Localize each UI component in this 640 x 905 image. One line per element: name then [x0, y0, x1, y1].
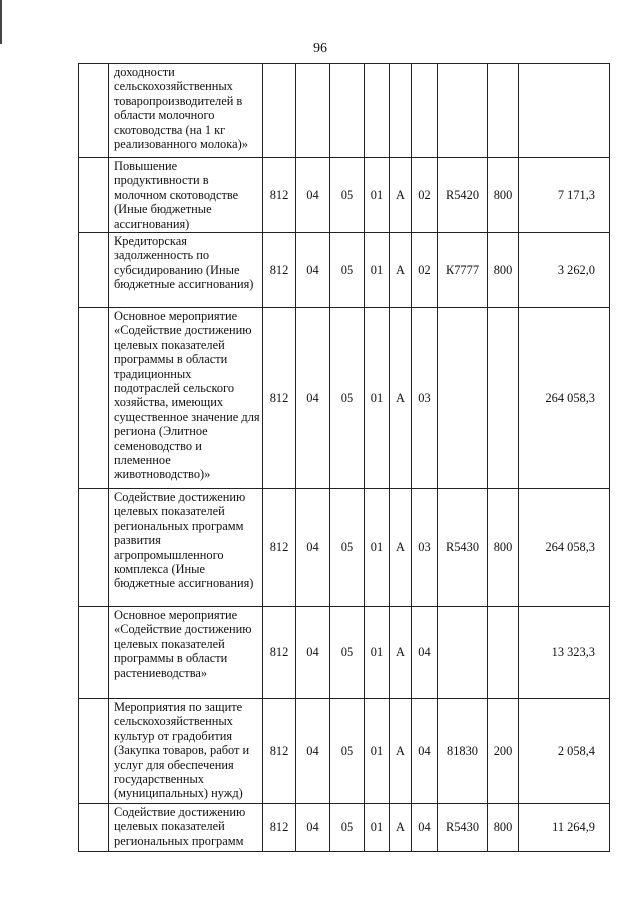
ministry-code: 812	[263, 308, 296, 489]
ministry-code: 812	[263, 607, 296, 699]
program-code: 01	[365, 804, 390, 852]
subprogram-code: А	[390, 489, 412, 607]
subprogram-code	[390, 64, 412, 158]
section-code: 04	[296, 158, 330, 233]
subprogram-code: А	[390, 607, 412, 699]
row-description: Кредиторская задолженность по субсидированию (Иные бюджетные ассигнования)	[109, 233, 263, 308]
event-code: 02	[412, 233, 438, 308]
table-row	[79, 158, 610, 233]
subprogram-code: А	[390, 804, 412, 852]
expense-type-code	[488, 64, 519, 158]
direction-code: R5430	[438, 489, 488, 607]
ministry-code	[263, 64, 296, 158]
empty-cell	[79, 308, 109, 489]
program-code: 01	[365, 607, 390, 699]
empty-cell	[79, 804, 109, 852]
table-row	[79, 699, 610, 804]
empty-cell	[79, 158, 109, 233]
direction-code	[438, 607, 488, 699]
program-code: 01	[365, 699, 390, 804]
event-code: 03	[412, 308, 438, 489]
program-code	[365, 64, 390, 158]
subsection-code: 05	[330, 607, 365, 699]
row-description: Мероприятия по защите сельскохозяйственных культур от градобития (Закупка товаров, работ и услуг для обеспечения государственных (муниципальных) нужд)	[109, 699, 263, 804]
margin-mark	[0, 0, 2, 44]
empty-cell	[79, 233, 109, 308]
empty-cell	[79, 607, 109, 699]
row-description: Содействие достижению целевых показателей региональных программ развития агропромышленного комплекса (Иные бюджетные ассигнования)	[109, 489, 263, 607]
ministry-code: 812	[263, 804, 296, 852]
empty-cell	[79, 699, 109, 804]
table-row	[79, 607, 610, 699]
row-description: доходности сельскохозяйственных товаропроизводителей в области молочного скотоводства (на 1 кг реализованного молока)»	[109, 64, 263, 158]
empty-cell	[79, 489, 109, 607]
subsection-code: 05	[330, 308, 365, 489]
subprogram-code: А	[390, 308, 412, 489]
direction-code: R5420	[438, 158, 488, 233]
subprogram-code: А	[390, 699, 412, 804]
program-code: 01	[365, 158, 390, 233]
amount: 13 323,3	[519, 607, 610, 699]
subsection-code: 05	[330, 804, 365, 852]
amount: 264 058,3	[519, 308, 610, 489]
event-code	[412, 64, 438, 158]
amount: 7 171,3	[519, 158, 610, 233]
amount: 11 264,9	[519, 804, 610, 852]
section-code: 04	[296, 233, 330, 308]
expense-type-code: 200	[488, 699, 519, 804]
subsection-code: 05	[330, 699, 365, 804]
program-code: 01	[365, 308, 390, 489]
ministry-code: 812	[263, 699, 296, 804]
section-code	[296, 64, 330, 158]
ministry-code: 812	[263, 489, 296, 607]
row-description: Повышение продуктивности в молочном скотоводстве (Иные бюджетные ассигнования)	[109, 158, 263, 233]
event-code: 04	[412, 699, 438, 804]
subprogram-code: А	[390, 233, 412, 308]
page-number: 96	[313, 41, 327, 56]
table-row	[79, 804, 610, 852]
direction-code: R5430	[438, 804, 488, 852]
event-code: 03	[412, 489, 438, 607]
empty-cell	[79, 64, 109, 158]
expense-type-code: 800	[488, 804, 519, 852]
expense-type-code	[488, 607, 519, 699]
event-code: 02	[412, 158, 438, 233]
row-description: Основное мероприятие «Содействие достижению целевых показателей программы в области традиционных подотраслей сельского хозяйства, имеющих существенное значение для региона (Элитное семеноводство и племенное животноводство)»	[109, 308, 263, 489]
amount: 2 058,4	[519, 699, 610, 804]
subsection-code: 05	[330, 158, 365, 233]
direction-code	[438, 64, 488, 158]
budget-table	[78, 63, 610, 852]
section-code: 04	[296, 804, 330, 852]
program-code: 01	[365, 233, 390, 308]
expense-type-code: 800	[488, 489, 519, 607]
table-row	[79, 489, 610, 607]
row-description: Содействие достижению целевых показателей региональных программ	[109, 804, 263, 852]
expense-type-code: 800	[488, 158, 519, 233]
program-code: 01	[365, 489, 390, 607]
subsection-code: 05	[330, 489, 365, 607]
section-code: 04	[296, 607, 330, 699]
ministry-code: 812	[263, 158, 296, 233]
amount	[519, 64, 610, 158]
direction-code	[438, 308, 488, 489]
amount: 264 058,3	[519, 489, 610, 607]
direction-code: 81830	[438, 699, 488, 804]
subprogram-code: А	[390, 158, 412, 233]
subsection-code: 05	[330, 233, 365, 308]
expense-type-code: 800	[488, 233, 519, 308]
subsection-code	[330, 64, 365, 158]
table-row	[79, 308, 610, 489]
table-row	[79, 64, 610, 158]
table-row	[79, 233, 610, 308]
ministry-code: 812	[263, 233, 296, 308]
amount: 3 262,0	[519, 233, 610, 308]
event-code: 04	[412, 804, 438, 852]
row-description: Основное мероприятие «Содействие достижению целевых показателей программы в области растениеводства»	[109, 607, 263, 699]
section-code: 04	[296, 489, 330, 607]
section-code: 04	[296, 699, 330, 804]
table-body	[79, 64, 610, 852]
direction-code: К7777	[438, 233, 488, 308]
event-code: 04	[412, 607, 438, 699]
expense-type-code	[488, 308, 519, 489]
section-code: 04	[296, 308, 330, 489]
